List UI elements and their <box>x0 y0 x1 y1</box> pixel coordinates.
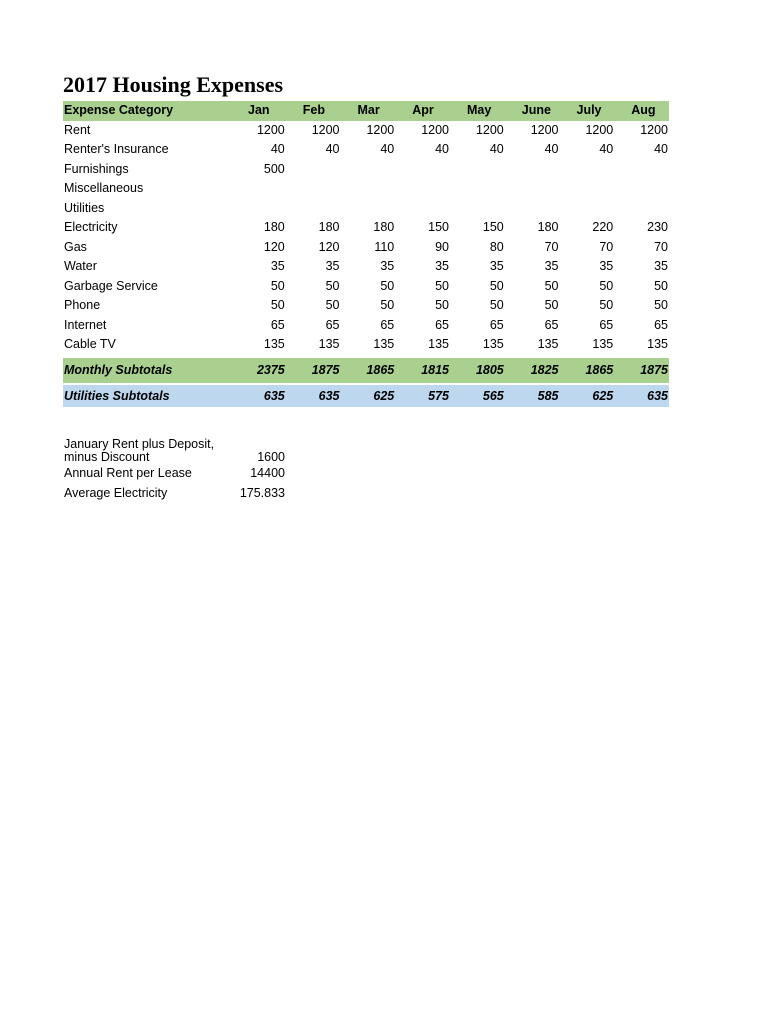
value-cell[interactable]: 50 <box>325 278 340 293</box>
header-month[interactable]: Apr <box>395 101 450 121</box>
expense-rows <box>63 121 669 357</box>
value-cell[interactable]: 35 <box>325 259 340 273</box>
value-cell[interactable]: 65 <box>654 317 668 332</box>
value-cell[interactable]: 50 <box>654 278 668 293</box>
value-cell[interactable]: 230 <box>647 220 668 234</box>
header-month[interactable]: Mar <box>341 101 396 121</box>
header-row <box>63 101 669 121</box>
value-cell[interactable]: 180 <box>373 220 395 234</box>
value-cell[interactable]: 40 <box>489 142 504 156</box>
value-cell[interactable]: 40 <box>654 142 668 156</box>
value-cell[interactable]: 1200 <box>311 122 340 137</box>
value-cell[interactable]: 150 <box>482 220 504 234</box>
utilities-subtotal-cell[interactable]: 575 <box>395 384 450 407</box>
value-cell[interactable]: 50 <box>435 278 449 293</box>
value-cell[interactable] <box>395 160 450 180</box>
value-cell[interactable]: 135 <box>428 337 449 351</box>
table-row <box>63 238 669 258</box>
value-cell[interactable]: 50 <box>380 278 395 293</box>
value-cell[interactable]: 70 <box>544 239 559 254</box>
table-row <box>63 160 669 180</box>
value-cell[interactable] <box>614 199 669 219</box>
header-month[interactable]: Jan <box>231 101 286 121</box>
header-month[interactable]: July <box>560 101 615 121</box>
value-cell[interactable]: 35 <box>380 259 395 273</box>
value-cell[interactable]: 50 <box>270 298 285 312</box>
value-cell[interactable]: 1200 <box>530 122 559 137</box>
value-cell[interactable]: 50 <box>489 278 504 293</box>
value-cell[interactable] <box>560 179 615 199</box>
summary-label[interactable] <box>63 434 230 464</box>
header-month[interactable]: June <box>505 101 560 121</box>
summary-label[interactable]: Annual Rent per Lease <box>64 466 192 480</box>
value-cell[interactable] <box>341 160 396 180</box>
value-cell[interactable] <box>560 160 615 180</box>
value-cell[interactable]: 50 <box>489 298 504 312</box>
value-cell[interactable]: 1200 <box>640 122 668 137</box>
value-cell[interactable] <box>286 199 341 219</box>
value-cell[interactable] <box>341 199 396 219</box>
header-expense-category[interactable]: Expense Category <box>63 101 231 121</box>
value-cell[interactable]: 1200 <box>421 122 449 137</box>
monthly-subtotal-cell[interactable]: 2375 <box>231 356 286 384</box>
row-label[interactable]: Renter's Insurance <box>64 142 169 156</box>
value-cell[interactable] <box>231 179 286 199</box>
table-row <box>63 140 669 160</box>
table-row <box>63 179 669 199</box>
summary-row <box>63 434 286 464</box>
value-cell[interactable]: 50 <box>325 298 340 312</box>
value-cell[interactable]: 65 <box>489 317 504 332</box>
value-cell[interactable]: 90 <box>435 239 449 254</box>
value-cell[interactable]: 135 <box>263 337 285 351</box>
table-row <box>63 316 669 336</box>
value-cell[interactable]: 35 <box>544 259 559 273</box>
value-cell[interactable]: 1200 <box>475 122 504 137</box>
monthly-subtotal-cell[interactable]: 1865 <box>560 356 615 384</box>
value-cell[interactable] <box>450 160 505 180</box>
value-cell[interactable] <box>395 179 450 199</box>
monthly-subtotal-cell[interactable]: 1865 <box>341 356 396 384</box>
value-cell[interactable]: 50 <box>380 298 395 312</box>
value-cell[interactable] <box>450 199 505 219</box>
value-cell[interactable]: 35 <box>654 259 668 273</box>
row-label[interactable]: Miscellaneous <box>64 181 144 195</box>
value-cell[interactable]: 135 <box>647 337 668 351</box>
value-cell[interactable]: 35 <box>599 259 614 273</box>
summary-label[interactable]: Average Electricity <box>64 485 168 500</box>
value-cell[interactable]: 70 <box>654 239 668 254</box>
table-row <box>63 199 669 219</box>
value-cell[interactable] <box>505 199 560 219</box>
expenses-table <box>63 101 669 407</box>
value-cell[interactable] <box>614 179 669 199</box>
summary-row <box>63 464 286 484</box>
value-cell[interactable]: 120 <box>263 239 285 254</box>
utilities-subtotal-cell[interactable]: 635 <box>286 384 341 407</box>
value-cell[interactable]: 180 <box>318 220 340 234</box>
utilities-subtotal-cell[interactable]: 585 <box>505 384 560 407</box>
row-label[interactable]: Utilities <box>64 200 105 215</box>
value-cell[interactable]: 50 <box>544 298 559 312</box>
monthly-subtotal-cell[interactable]: 1825 <box>505 356 560 384</box>
monthly-subtotal-cell[interactable]: 1805 <box>450 356 505 384</box>
header-month[interactable]: May <box>450 101 505 121</box>
value-cell[interactable]: 220 <box>592 220 614 234</box>
table-row <box>63 335 669 356</box>
value-cell[interactable]: 65 <box>380 317 395 332</box>
row-label[interactable]: Cable TV <box>64 337 116 351</box>
value-cell[interactable]: 65 <box>599 317 614 332</box>
value-cell[interactable]: 35 <box>435 259 449 273</box>
value-cell[interactable]: 50 <box>599 298 614 312</box>
value-cell[interactable] <box>614 160 669 180</box>
summary-value[interactable]: 1600 <box>257 450 285 464</box>
value-cell[interactable]: 40 <box>380 142 395 156</box>
value-cell[interactable]: 180 <box>263 220 285 234</box>
value-cell[interactable]: 120 <box>318 239 340 254</box>
summary-value[interactable]: 14400 <box>250 466 285 480</box>
table-row <box>63 296 669 316</box>
row-label[interactable]: Garbage Service <box>64 278 158 293</box>
value-cell[interactable] <box>505 179 560 199</box>
value-cell[interactable] <box>341 179 396 199</box>
value-cell[interactable]: 50 <box>599 278 614 293</box>
summary-row <box>63 484 286 504</box>
row-label[interactable]: Internet <box>64 317 107 332</box>
utilities-subtotals-label[interactable]: Utilities Subtotals <box>63 384 231 407</box>
row-label[interactable]: Gas <box>64 239 87 254</box>
summary-label-line: January Rent plus Deposit, <box>64 437 215 451</box>
value-cell[interactable]: 65 <box>325 317 340 332</box>
value-cell[interactable]: 180 <box>537 220 559 234</box>
value-cell[interactable] <box>395 199 450 219</box>
value-cell[interactable] <box>231 199 286 219</box>
value-cell[interactable]: 135 <box>373 337 395 351</box>
monthly-subtotal-cell[interactable]: 1875 <box>286 356 341 384</box>
value-cell[interactable]: 35 <box>270 259 285 273</box>
row-label[interactable]: Phone <box>64 298 101 312</box>
utilities-subtotal-cell[interactable]: 635 <box>614 384 669 407</box>
value-cell[interactable]: 50 <box>435 298 449 312</box>
utilities-subtotal-cell[interactable]: 625 <box>560 384 615 407</box>
value-cell[interactable]: 35 <box>489 259 504 273</box>
value-cell[interactable] <box>505 160 560 180</box>
row-label[interactable]: Rent <box>64 122 91 137</box>
value-cell[interactable]: 135 <box>537 337 559 351</box>
summary-value[interactable]: 175.833 <box>239 485 285 500</box>
summary-table <box>63 434 286 503</box>
value-cell[interactable]: 65 <box>544 317 559 332</box>
value-cell[interactable]: 40 <box>435 142 449 156</box>
header-month[interactable]: Feb <box>286 101 341 121</box>
monthly-subtotal-cell[interactable]: 1815 <box>395 356 450 384</box>
monthly-subtotal-cell[interactable]: 1875 <box>614 356 669 384</box>
value-cell[interactable]: 40 <box>270 142 285 156</box>
value-cell[interactable]: 65 <box>270 317 285 332</box>
monthly-subtotals-label[interactable]: Monthly Subtotals <box>63 356 231 384</box>
value-cell[interactable]: 40 <box>544 142 559 156</box>
sheet-title: 2017 Housing Expenses <box>63 72 284 97</box>
value-cell[interactable]: 135 <box>482 337 504 351</box>
utilities-subtotal-cell[interactable]: 625 <box>341 384 396 407</box>
table-row <box>63 121 669 141</box>
value-cell[interactable]: 40 <box>325 142 340 156</box>
value-cell[interactable] <box>560 199 615 219</box>
value-cell[interactable]: 1200 <box>585 122 614 137</box>
monthly-subtotals-row <box>63 356 669 384</box>
value-cell[interactable]: 65 <box>435 317 449 332</box>
table-row <box>63 277 669 297</box>
utilities-subtotal-cell[interactable]: 635 <box>231 384 286 407</box>
value-cell[interactable]: 150 <box>428 220 449 234</box>
value-cell[interactable]: 50 <box>544 278 559 293</box>
table-row <box>63 218 669 238</box>
value-cell[interactable]: 50 <box>270 278 285 293</box>
value-cell[interactable] <box>286 179 341 199</box>
value-cell[interactable]: 80 <box>489 239 504 254</box>
value-cell[interactable] <box>286 160 341 180</box>
summary-label-line: minus Discount <box>64 450 150 464</box>
value-cell[interactable]: 50 <box>654 298 668 312</box>
value-cell[interactable]: 500 <box>263 161 285 176</box>
value-cell[interactable]: 1200 <box>366 122 395 137</box>
row-label[interactable]: Electricity <box>64 220 118 234</box>
row-label[interactable]: Furnishings <box>64 161 129 176</box>
value-cell[interactable]: 70 <box>599 239 614 254</box>
value-cell[interactable] <box>450 179 505 199</box>
value-cell[interactable]: 110 <box>374 239 395 254</box>
value-cell[interactable]: 1200 <box>256 122 285 137</box>
header-month[interactable]: Aug <box>614 101 669 121</box>
utilities-subtotals-row <box>63 384 669 407</box>
table-row <box>63 257 669 277</box>
utilities-subtotal-cell[interactable]: 565 <box>450 384 505 407</box>
value-cell[interactable]: 135 <box>592 337 614 351</box>
row-label[interactable]: Water <box>64 259 97 273</box>
value-cell[interactable]: 135 <box>318 337 340 351</box>
value-cell[interactable]: 40 <box>599 142 614 156</box>
